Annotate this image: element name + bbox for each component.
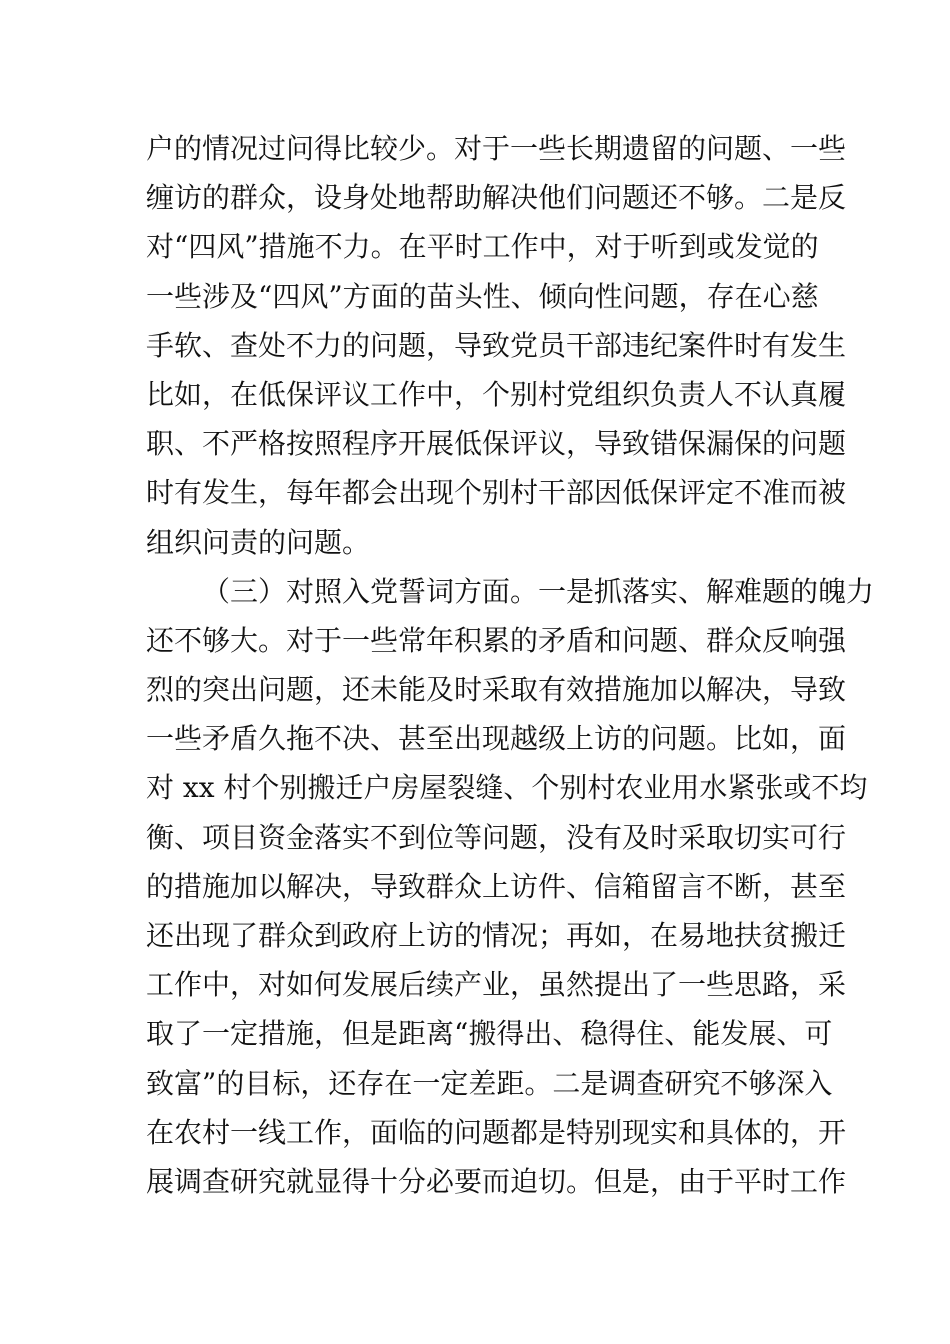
text-line: 一些涉及“四风”方面的苗头性、倾向性问题，存在心慈 <box>146 279 819 313</box>
text-line: 组织问责的问题。 <box>146 525 371 559</box>
text-line: 对 xx 村个别搬迁户房屋裂缝、个别村农业用水紧张或不均 <box>146 771 868 805</box>
text-line: 户的情况过问得比较少。对于一些长期遗留的问题、一些 <box>146 132 847 165</box>
text-line: 衡、项目资金落实不到位等问题，没有及时采取切实可行 <box>146 820 847 854</box>
text-line: 烈的突出问题，还未能及时采取有效措施加以解决，导致 <box>146 673 847 707</box>
text-line: 一些矛盾久拖不决、甚至出现越级上访的问题。比如，面 <box>146 722 847 756</box>
text-line: 对“四风”措施不力。在平时工作中，对于听到或发觉的 <box>146 230 819 264</box>
text-line: 还出现了群众到政府上访的情况；再如，在易地扶贫搬迁 <box>146 919 847 952</box>
text-line: 取了一定措施，但是距离“搬得出、稳得住、能发展、可 <box>146 1017 833 1051</box>
text-line: 的措施加以解决，导致群众上访件、信箱留言不断，甚至 <box>146 869 847 903</box>
text-line: 时有发生，每年都会出现个别村干部因低保评定不准而被 <box>146 476 847 510</box>
text-line: 致富”的目标，还存在一定差距。二是调查研究不够深入 <box>146 1066 833 1100</box>
text-line: （三）对照入党誓词方面。一是抓落实、解难题的魄力 <box>202 574 875 608</box>
text-line: 职、不严格按照程序开展低保评议，导致错保漏保的问题 <box>146 427 847 461</box>
text-line: 展调查研究就显得十分必要而迫切。但是，由于平时工作 <box>146 1164 847 1198</box>
text-line: 手软、查处不力的问题，导致党员干部违纪案件时有发生 <box>146 328 847 362</box>
text-line: 工作中，对如何发展后续产业，虽然提出了一些思路，采 <box>146 968 847 1002</box>
text-line: 还不够大。对于一些常年积累的矛盾和问题、群众反响强 <box>146 623 847 657</box>
body-text <box>146 124 875 1206</box>
text-line: 比如，在低保评议工作中，个别村党组织负责人不认真履 <box>146 377 847 411</box>
text-line: 缠访的群众，设身处地帮助解决他们问题还不够。二是反 <box>146 181 847 215</box>
text-line: 在农村一线工作，面临的问题都是特别现实和具体的，开 <box>146 1115 847 1149</box>
